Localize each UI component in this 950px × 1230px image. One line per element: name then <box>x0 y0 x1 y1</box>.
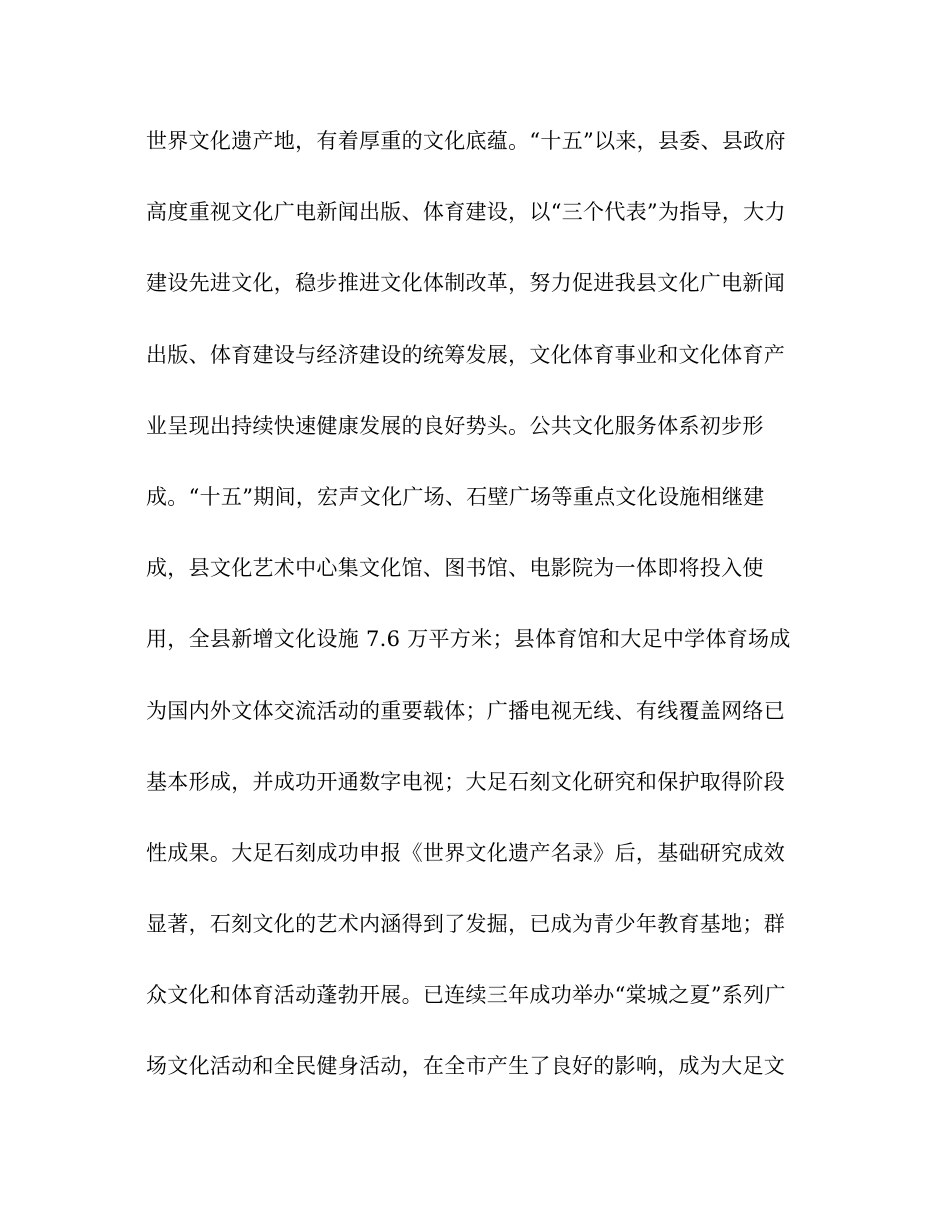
text-line: 业呈现出持续快速健康发展的良好势头。公共文化服务体系初步形 <box>146 413 764 438</box>
text-line: 显著，石刻文化的艺术内涵得到了发掘，已成为青少年教育基地；群 <box>146 912 785 937</box>
text-line: 性成果。大足石刻成功申报《世界文化遗产名录》后，基础研究成效 <box>146 840 785 865</box>
text-line: 成，县文化艺术中心集文化馆、图书馆、电影院为一体即将投入使 <box>146 556 764 581</box>
body-paragraph <box>146 121 806 1118</box>
text-line: 场文化活动和全民健身活动，在全市产生了良好的影响，成为大足文 <box>146 1054 785 1079</box>
text-line: 成。“十五”期间，宏声文化广场、石壁广场等重点文化设施相继建 <box>146 484 765 509</box>
text-line: 出版、体育建设与经济建设的统筹发展，文化体育事业和文化体育产 <box>146 342 785 367</box>
text-line: 为国内外文体交流活动的重要载体；广播电视无线、有线覆盖网络已 <box>146 698 785 723</box>
text-line: 众文化和体育活动蓬勃开展。已连续三年成功举办“棠城之夏”系列广 <box>146 983 786 1008</box>
text-line: 高度重视文化广电新闻出版、体育建设，以“三个代表”为指导，大力 <box>146 200 786 225</box>
text-line: 世界文化遗产地，有着厚重的文化底蕴。“十五”以来，县委、县政府 <box>146 129 786 153</box>
text-line: 基本形成，并成功开通数字电视；大足石刻文化研究和保护取得阶段 <box>146 769 785 794</box>
text-line: 用，全县新增文化设施 7.6 万平方米；县体育馆和大足中学体育场成 <box>146 627 791 652</box>
text-line: 建设先进文化，稳步推进文化体制改革，努力促进我县文化广电新闻 <box>146 271 785 296</box>
